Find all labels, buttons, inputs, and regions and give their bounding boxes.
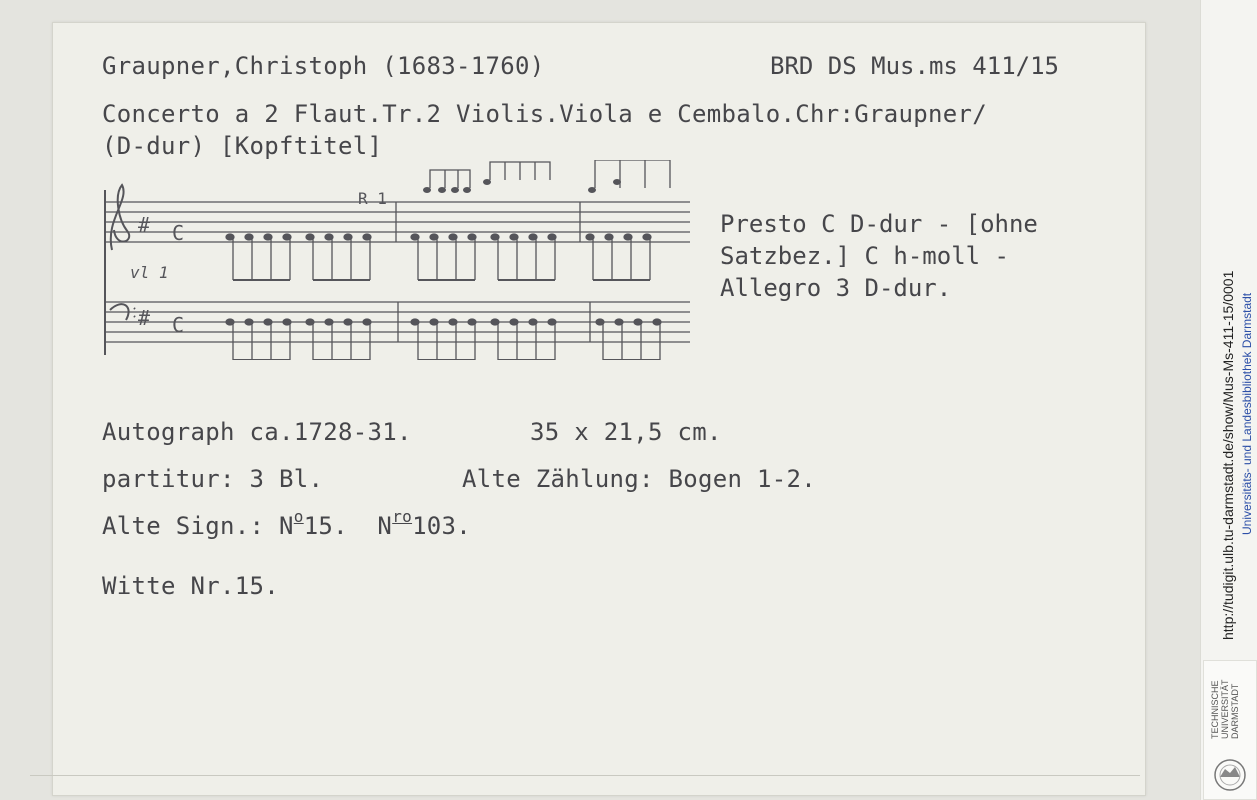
- partitur-info: partitur: 3 Bl.: [102, 465, 324, 493]
- composer-heading: Graupner,Christoph (1683-1760): [102, 52, 545, 80]
- old-signature: [102, 507, 472, 540]
- shelfmark: BRD DS Mus.ms 411/15: [770, 52, 1059, 80]
- card-edge-line: [30, 775, 1140, 776]
- old-signature-prefix: Alte Sign.: N: [102, 512, 294, 540]
- library-name[interactable]: Universitäts- und Landesbibliothek Darmstadt: [1240, 292, 1254, 535]
- svg-text:#: #: [138, 306, 151, 330]
- svg-text:C: C: [172, 313, 185, 337]
- work-title-line-1: Concerto a 2 Flaut.Tr.2 Violis.Viola e Cembalo.Chr:Graupner/: [102, 100, 987, 128]
- tempo-line-1: Presto C D-dur - [ohne: [720, 210, 1038, 238]
- old-counting: Alte Zählung: Bogen 1-2.: [462, 465, 816, 493]
- tempo-line-3: Allegro 3 D-dur.: [720, 274, 952, 302]
- old-signature-mid: 15. N: [303, 512, 393, 540]
- logo-text: TECHNISCHE UNIVERSITÄT DARMSTADT: [1210, 679, 1240, 739]
- old-signature-sup-2: ro: [392, 507, 413, 526]
- format-size: 35 x 21,5 cm.: [530, 418, 722, 446]
- incipit-mark: R 1: [358, 189, 387, 208]
- work-title-line-2: (D-dur) [Kopftitel]: [102, 132, 383, 160]
- autograph-date: Autograph ca.1728-31.: [102, 418, 412, 446]
- svg-text:#: #: [138, 213, 151, 237]
- old-signature-end: 103.: [412, 512, 472, 540]
- incipit-violin-label: vl 1: [130, 263, 169, 282]
- source-url[interactable]: http://tudigit.ulb.tu-darmstadt.de/show/Mus-Ms-411-15/0001: [1220, 270, 1236, 640]
- svg-text:C: C: [172, 221, 185, 245]
- old-signature-sup-1: o: [293, 507, 304, 526]
- seal-icon: [1210, 757, 1250, 793]
- tempo-line-2: Satzbez.] C h-moll -: [720, 242, 1009, 270]
- tu-darmstadt-logo: [1203, 660, 1257, 800]
- music-incipit: [100, 160, 700, 360]
- witte-number: Witte Nr.15.: [102, 572, 279, 600]
